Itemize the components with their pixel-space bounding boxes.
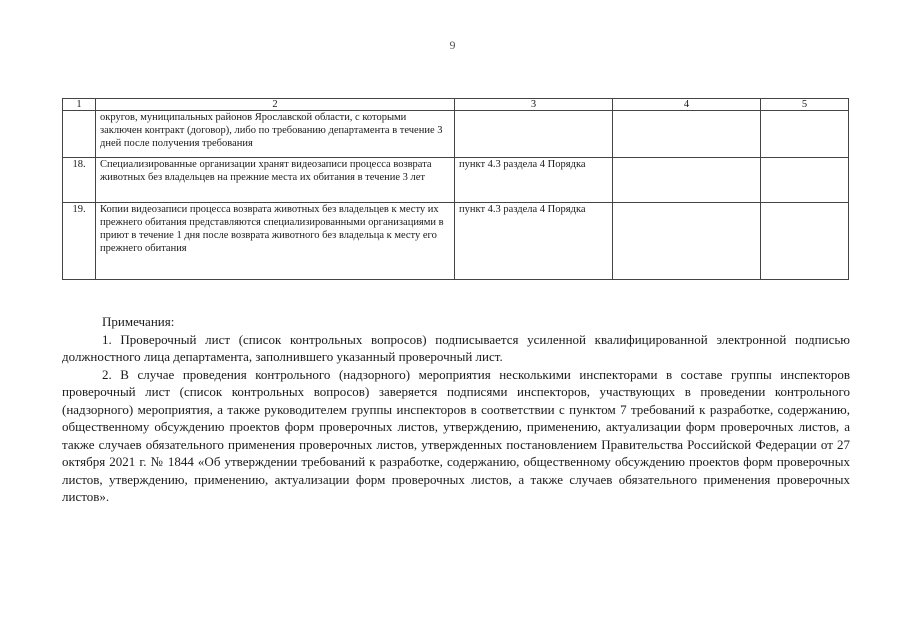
- table-header-row: [63, 99, 849, 111]
- row-number: 18.: [63, 158, 96, 203]
- col5-cell: [761, 158, 849, 203]
- column-header: 1: [63, 99, 96, 111]
- checklist-table: [62, 98, 849, 280]
- column-header: 3: [455, 99, 613, 111]
- col4-cell: [613, 203, 761, 280]
- requirement-cell: Копии видеозаписи процесса возврата животных без владельцев к месту их прежнего обитания представляются специализированными организациями в приют в течение 1 дня после возврата животного без владельца к месту его прежнего обитания: [96, 203, 455, 280]
- row-number: [63, 111, 96, 158]
- note-item: 1. Проверочный лист (список контрольных вопросов) подписывается усиленной квалифицированной электронной подписью должностного лица департамента, заполнившего указанный проверочный лист.: [62, 331, 850, 364]
- column-header: 2: [96, 99, 455, 111]
- page-number: 9: [449, 38, 456, 52]
- col4-cell: [613, 111, 761, 158]
- table-row: [63, 158, 849, 203]
- requirement-cell: округов, муниципальных районов Ярославской области, с которыми заключен контракт (договор), либо по требованию департамента в течение 3 дней после получения требования: [96, 111, 455, 158]
- notes-section: [62, 313, 850, 506]
- column-header: 5: [761, 99, 849, 111]
- col4-cell: [613, 158, 761, 203]
- table-row: [63, 111, 849, 158]
- notes-heading: Примечания:: [102, 314, 175, 329]
- col5-cell: [761, 203, 849, 280]
- reference-cell: пункт 4.3 раздела 4 Порядка: [455, 203, 613, 280]
- row-number: 19.: [63, 203, 96, 280]
- col5-cell: [761, 111, 849, 158]
- note-item: 2. В случае проведения контрольного (надзорного) мероприятия несколькими инспекторами в составе группы инспекторов проверочный лист (список контрольных вопросов) заверяется подписями инспекторов, участвующих в проведении контрольного (надзорного) мероприятия, а также руководителем группы инспекторов в соответствии с пунктом 7 требований к разработке, содержанию, общественному обсуждению проектов форм проверочных листов, утверждению, применению, актуализации форм проверочных листов, а также случаев обязательного применения проверочных листов, утвержденных постановлением Правительства Российской Федерации от 27 октября 2021 г. № 1844 «Об утверждении требований к разработке, содержанию, общественному обсуждению проектов форм проверочных листов, утверждению, применению, актуализации форм проверочных листов, а также случаев обязательного применения проверочных листов».: [62, 366, 850, 504]
- reference-cell: [455, 111, 613, 158]
- column-header: 4: [613, 99, 761, 111]
- requirement-cell: Специализированные организации хранят видеозаписи процесса возврата животных без владельцев на прежние места их обитания в течение 3 лет: [96, 158, 455, 203]
- reference-cell: пункт 4.3 раздела 4 Порядка: [455, 158, 613, 203]
- table-row: [63, 203, 849, 280]
